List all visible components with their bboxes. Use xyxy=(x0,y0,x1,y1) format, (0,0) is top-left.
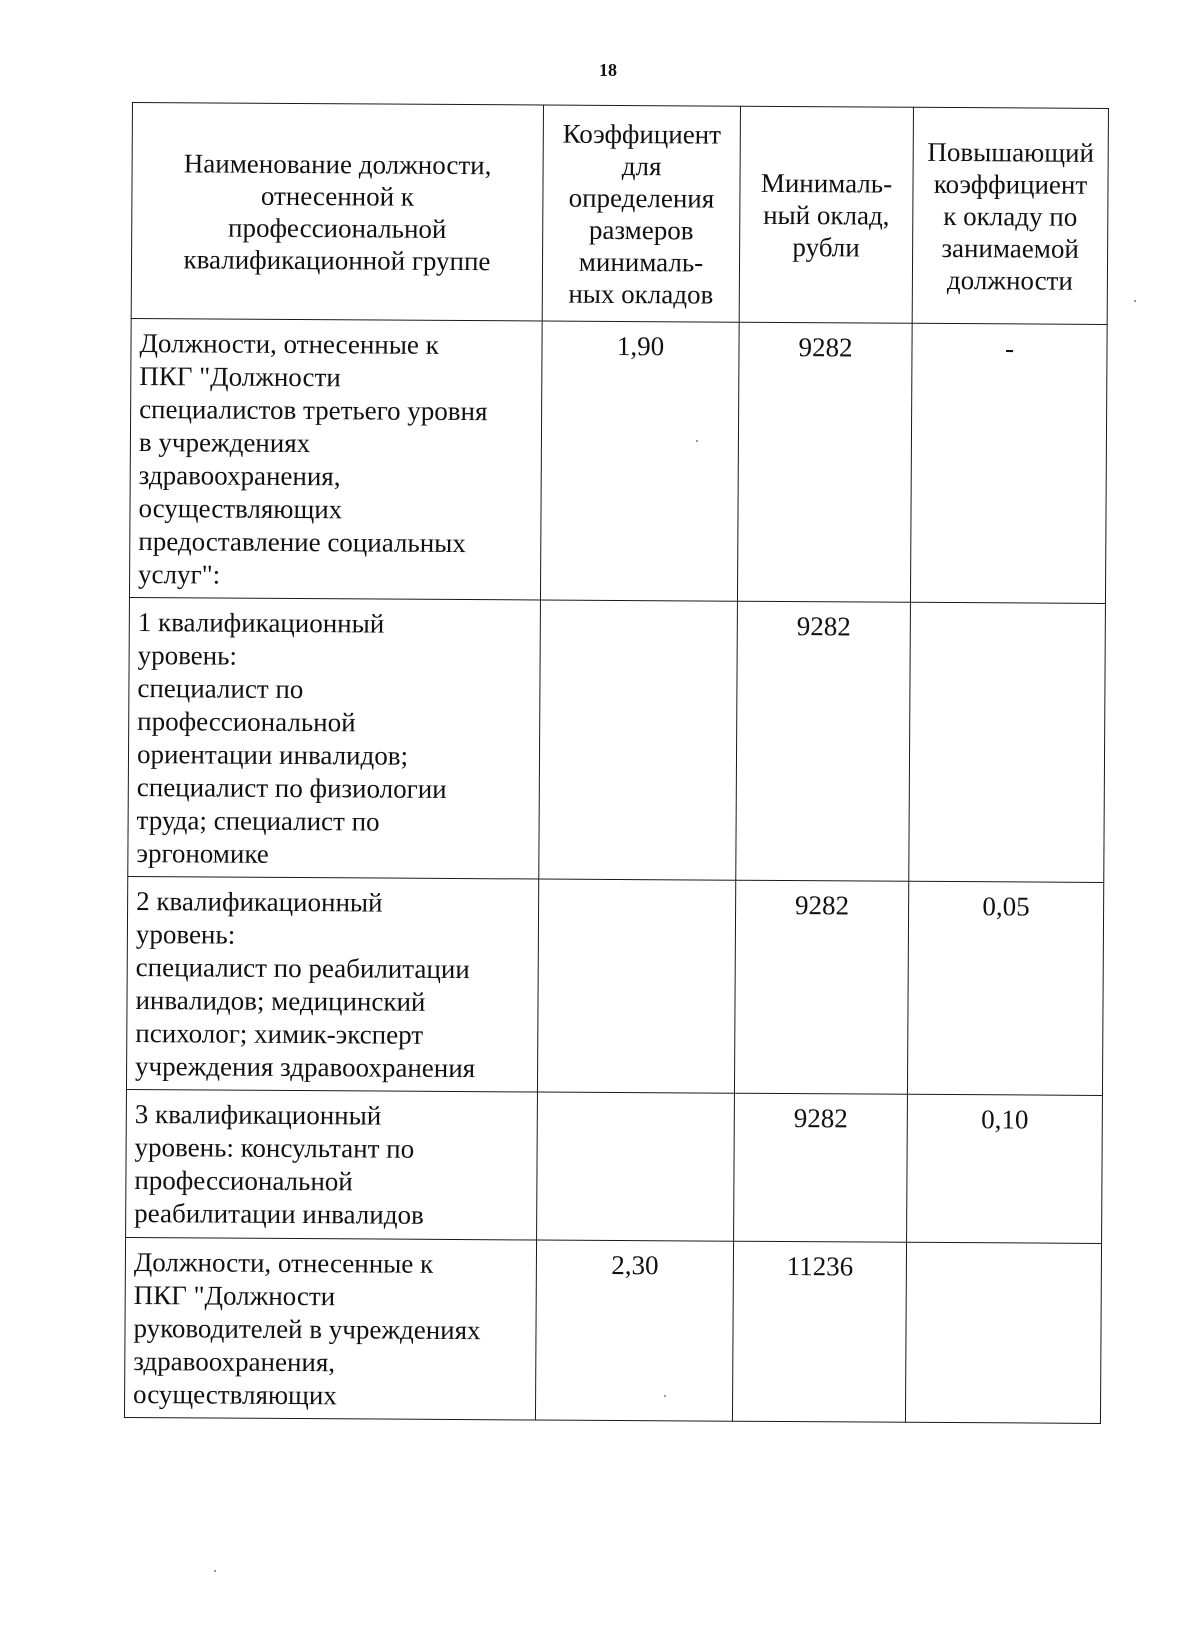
table-row xyxy=(124,1237,1101,1423)
table-row xyxy=(126,876,1103,1095)
position-name-cell: 1 квалификационный уровень: специалист по профессиональной ориентации инвалидов; специалист по физиологии труда; специалист по эргономике xyxy=(128,597,541,879)
min-salary-cell: 9282 xyxy=(734,880,908,1094)
raise-coefficient-cell: - xyxy=(910,323,1107,603)
min-salary-cell: 9282 xyxy=(736,601,911,881)
raise-coefficient-cell: 0,10 xyxy=(907,1094,1103,1243)
table-row xyxy=(128,597,1106,882)
raise-coefficient-cell xyxy=(909,602,1106,882)
coefficient-cell: 1,90 xyxy=(540,321,739,601)
position-name-cell: 3 квалификационный уровень: консультант по профессиональной реабилитации инвалидов xyxy=(126,1089,538,1240)
salary-table xyxy=(124,102,1109,1424)
page-number: 18 xyxy=(599,60,617,80)
header-raise-coefficient: Повышающий коэффициент к окладу по занимаемой должности xyxy=(912,107,1108,324)
scan-speck xyxy=(696,440,698,442)
table-header-row xyxy=(131,103,1108,325)
coefficient-cell xyxy=(539,600,738,880)
position-name-cell: 2 квалификационный уровень: специалист по реабилитации инвалидов; медицинский психолог; химик-эксперт учреждения здравоохранения xyxy=(126,876,538,1092)
table-row xyxy=(126,1089,1103,1243)
min-salary-cell: 9282 xyxy=(734,1093,908,1242)
scan-speck xyxy=(1134,300,1136,302)
coefficient-cell: 2,30 xyxy=(535,1240,733,1421)
raise-coefficient-cell: 0,05 xyxy=(907,881,1103,1095)
header-min-salary: Минималь- ный оклад, рубли xyxy=(739,106,913,323)
scan-speck xyxy=(664,1395,666,1397)
table-row xyxy=(129,318,1107,603)
coefficient-cell xyxy=(537,879,735,1093)
min-salary-cell: 11236 xyxy=(732,1241,906,1422)
header-coefficient: Коэффициент для определения размеров минималь- ных окладов xyxy=(542,105,740,322)
min-salary-cell: 9282 xyxy=(737,322,912,602)
raise-coefficient-cell xyxy=(905,1242,1101,1423)
scan-speck xyxy=(214,1570,216,1572)
header-position-name: Наименование должности, отнесенной к профессиональной квалификационной группе xyxy=(131,103,543,322)
position-name-cell: Должности, отнесенные к ПКГ "Должности руководителей в учреждениях здравоохранения, осуществляющих xyxy=(124,1237,536,1420)
position-name-cell: Должности, отнесенные к ПКГ "Должности специалистов третьего уровня в учреждениях здравоохранения, осуществляющих предоставление социальных услуг": xyxy=(129,318,542,600)
coefficient-cell xyxy=(537,1092,735,1241)
